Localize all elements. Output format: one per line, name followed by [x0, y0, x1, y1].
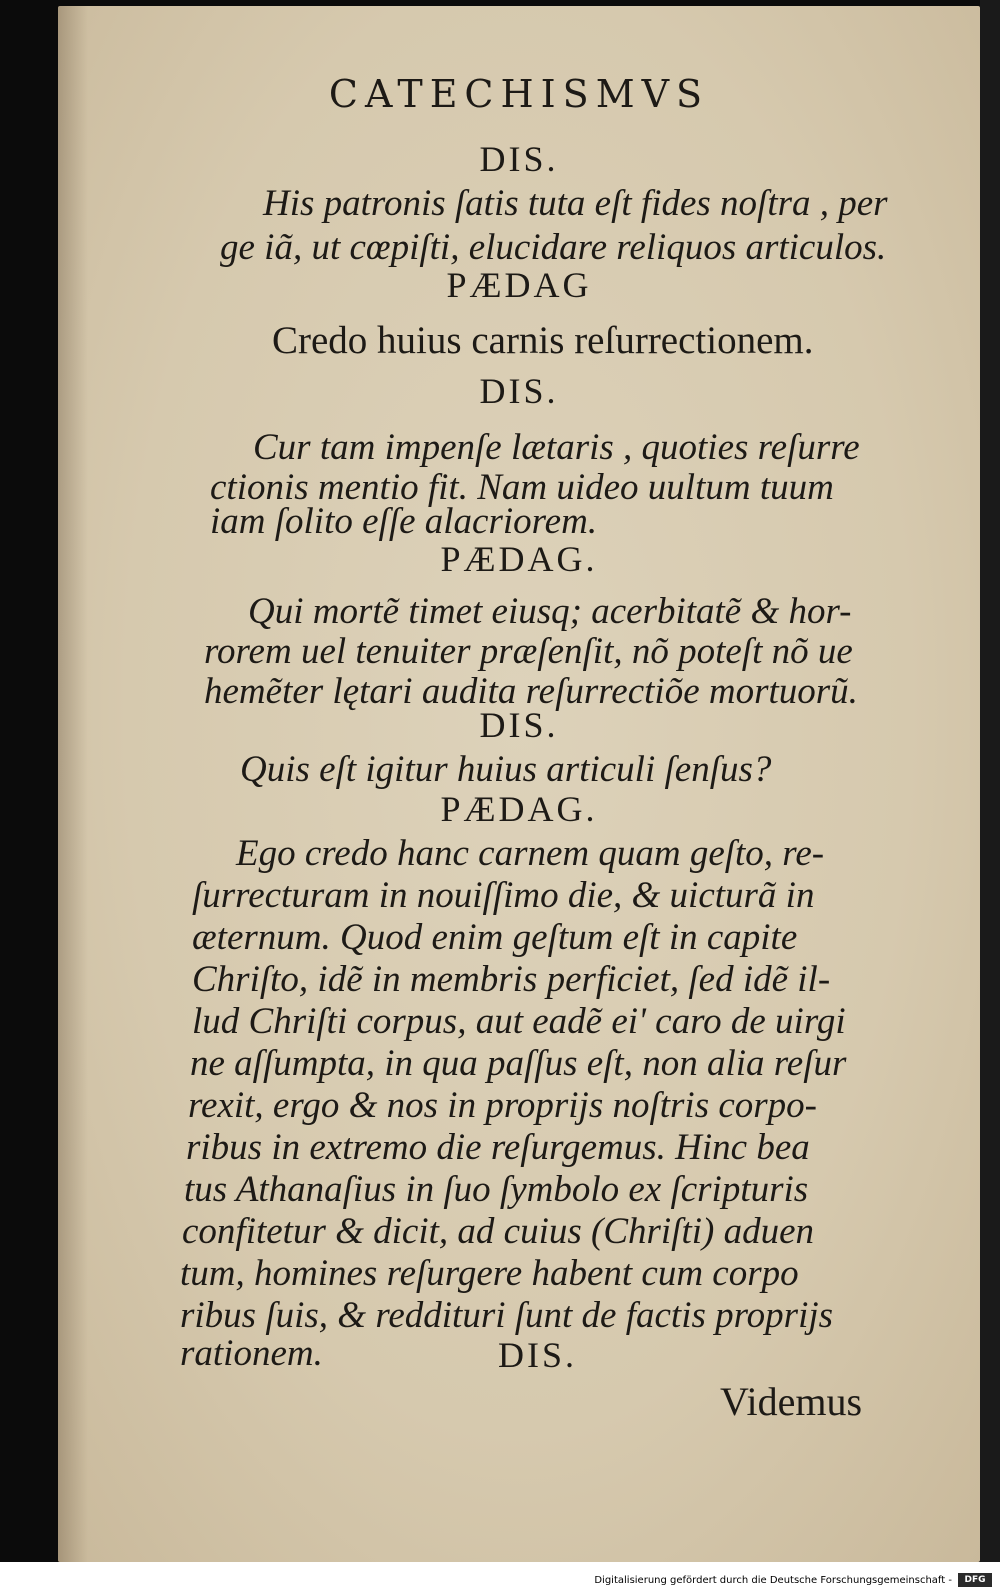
running-head: CATECHISMVS [328, 72, 710, 116]
footer-credit: Digitalisierung gefördert durch die Deutsche Forschungsgemeinschaft - [594, 1575, 952, 1586]
text-line: Chriſto, idẽ in membris perficiet, ſed idẽ il- [192, 959, 831, 1000]
text-line: Credo huius carnis reſurrectionem. [272, 319, 814, 362]
dfg-logo-icon: DFG [958, 1573, 992, 1587]
text-line: ribus in extremo die reſurgemus. Hinc bea [186, 1127, 810, 1168]
text-line: Ego credo hanc carnem quam geſto, re- [236, 833, 825, 874]
page-text [58, 6, 980, 1562]
text-line: hemẽter lętari audita reſurrectiõe mortuorũ. [204, 671, 858, 712]
text-line: ſurrecturam in nouiſſimo die, & uicturã in [192, 875, 815, 916]
text-line: Cur tam impenſe lætaris , quoties reſurre [253, 427, 860, 468]
text-line: rorem uel tenuiter præſenſit, nõ poteſt nõ ue [204, 631, 853, 672]
text-line: lud Chriſti corpus, aut eadẽ ei' caro de uirgi [192, 1001, 846, 1042]
text-line: rationem. [180, 1333, 323, 1374]
text-line: ne aſſumpta, in qua paſſus eſt, non alia reſur [190, 1043, 847, 1084]
text-line: tus Athanaſius in ſuo ſymbolo ex ſcripturis [184, 1169, 809, 1210]
text-line: æternum. Quod enim geſtum eſt in capite [192, 917, 798, 958]
text-line: confitetur & dicit, ad cuius (Chriſti) aduen [182, 1211, 815, 1252]
text-line: Quis eſt igitur huius articuli ſenſus? [240, 749, 772, 790]
catchword: Videmus [720, 1379, 863, 1424]
speaker-label: PÆDAG. [440, 539, 598, 579]
text-line: His patronis ſatis tuta eſt fides noſtra , per [263, 183, 888, 224]
text-line: ribus ſuis, & reddituri ſunt de factis proprijs [180, 1295, 834, 1336]
book-page [58, 6, 980, 1562]
speaker-label: DIS. [479, 705, 559, 745]
speaker-label: DIS. [498, 1335, 578, 1375]
speaker-label: PÆDAG. [440, 789, 598, 829]
text-line: tum, homines reſurgere habent cum corpo [180, 1253, 799, 1294]
scan-edge [980, 0, 1000, 1562]
text-line: iam ſolito eſſe alacriorem. [210, 501, 598, 542]
text-line: rexit, ergo & nos in proprijs noſtris corpo- [188, 1085, 817, 1126]
text-line: ctionis mentio fit. Nam uideo uultum tuum [210, 467, 834, 508]
text-line: Qui mortẽ timet eiusq; acerbitatẽ & hor- [248, 591, 852, 632]
text-line: ge iã, ut cœpiſti, elucidare reliquos articulos. [220, 227, 887, 268]
speaker-label: DIS. [479, 139, 559, 179]
speaker-label: DIS. [479, 371, 559, 411]
speaker-label: PÆDAG [446, 265, 592, 305]
